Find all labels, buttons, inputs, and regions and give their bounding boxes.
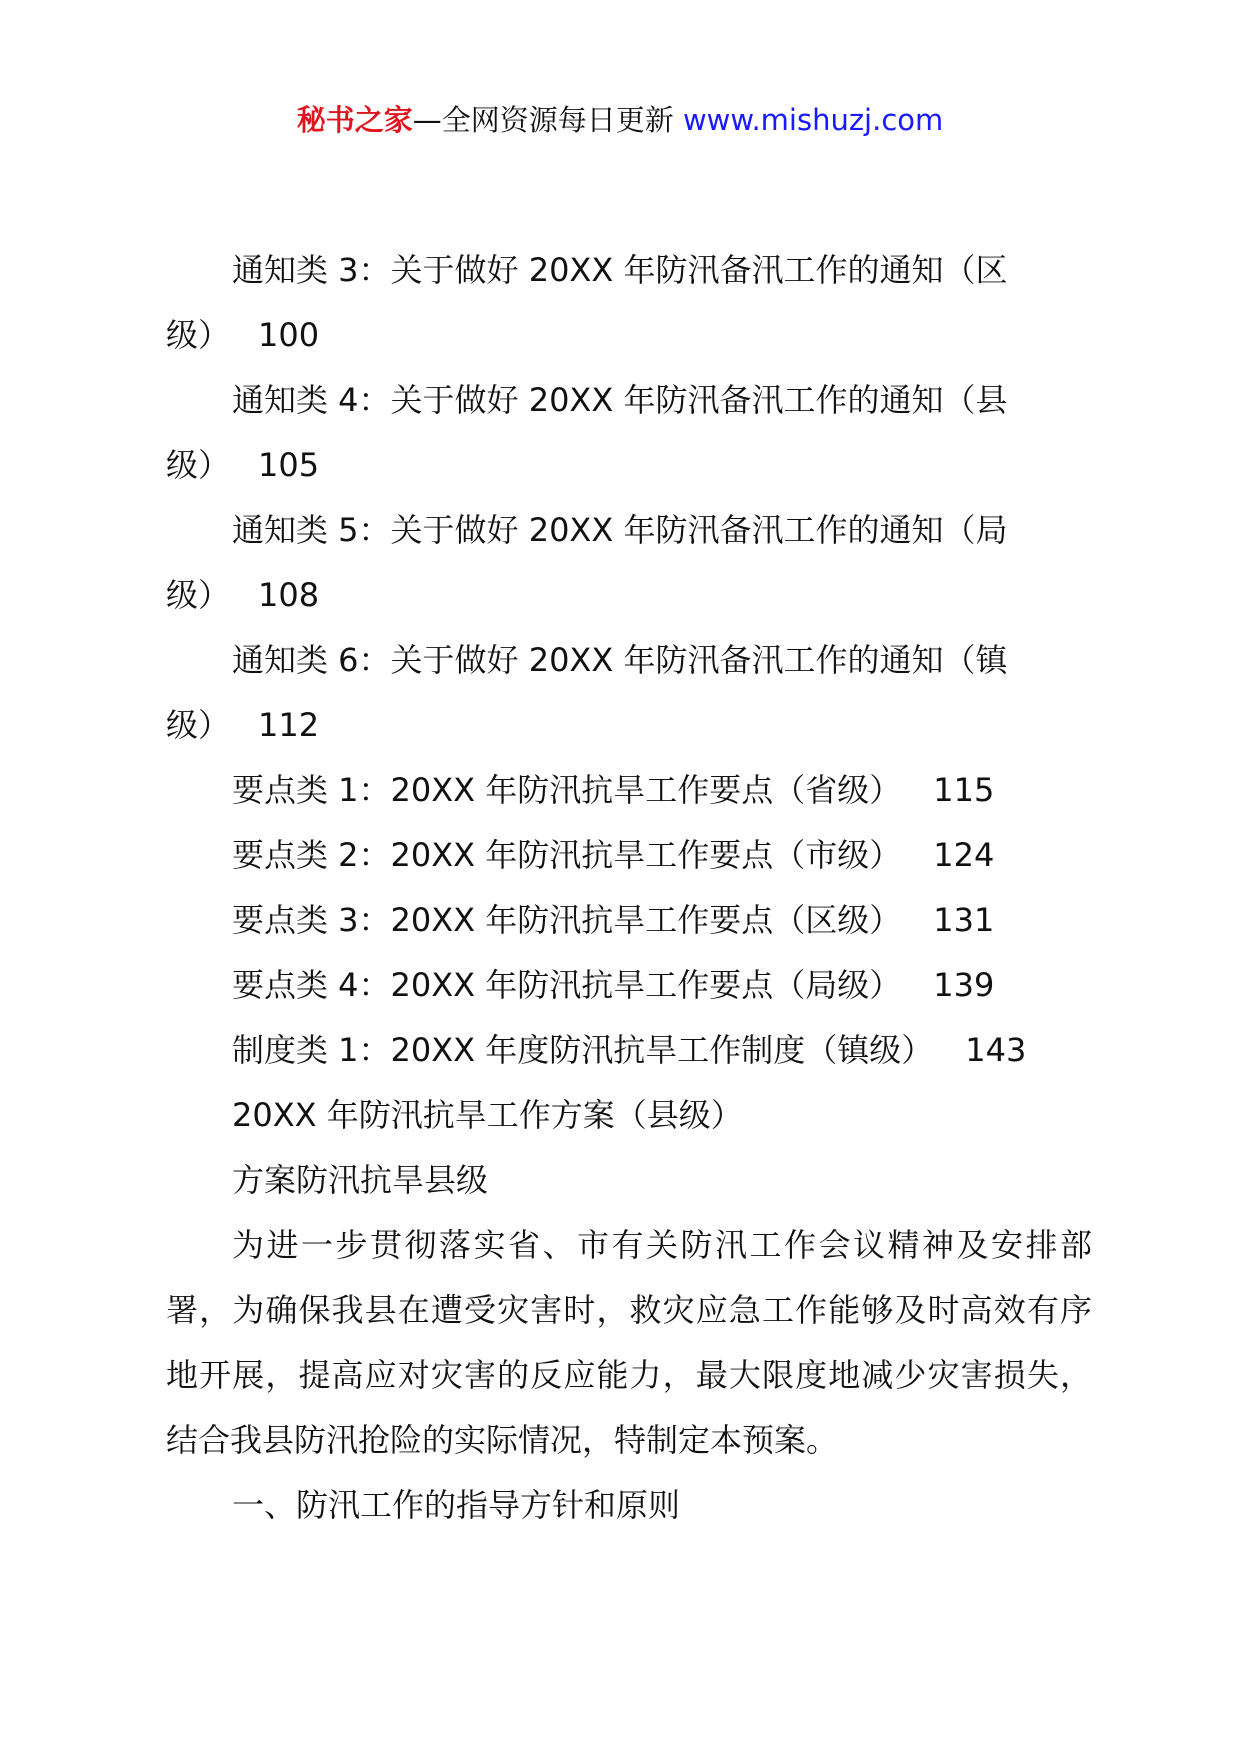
toc-page-number: 100 — [258, 316, 320, 354]
toc-entry-title: 要点类 1：20XX 年防汛抗旱工作要点（省级） — [232, 771, 902, 809]
header-tagline: —全网资源每日更新 — [412, 103, 674, 137]
toc-entry — [166, 1018, 1092, 1083]
toc-entry-title: 通知类 5：关于做好 20XX 年防汛备汛工作的通知（局 — [232, 511, 1008, 549]
toc-entry-title: 要点类 3：20XX 年防汛抗旱工作要点（区级） — [232, 901, 902, 939]
toc-entry-title: 通知类 3：关于做好 20XX 年防汛备汛工作的通知（区 — [232, 251, 1008, 289]
toc-entry — [166, 238, 1092, 368]
toc-page-number: 143 — [965, 1031, 1027, 1069]
toc-entry — [166, 758, 1092, 823]
site-url-link[interactable]: www.mishuzj.com — [682, 103, 944, 137]
brand-name: 秘书之家 — [296, 103, 413, 137]
toc-page-number: 124 — [933, 836, 995, 874]
toc-page-number: 115 — [933, 771, 995, 809]
toc-page-number: 105 — [258, 446, 320, 484]
toc-entry-title: 通知类 4：关于做好 20XX 年防汛备汛工作的通知（县 — [232, 381, 1008, 419]
document-title: 20XX 年防汛抗旱工作方案（县级） — [232, 1096, 743, 1134]
toc-entry — [166, 953, 1092, 1018]
toc-entry-title: 制度类 1：20XX 年度防汛抗旱工作制度（镇级） — [232, 1031, 934, 1069]
toc-entry — [166, 823, 1092, 888]
toc-entry-title-cont: 级） — [166, 446, 231, 484]
document-body — [166, 238, 1092, 1538]
toc-entry-title: 要点类 2：20XX 年防汛抗旱工作要点（市级） — [232, 836, 902, 874]
site-header — [0, 100, 1240, 140]
toc-entry-title: 通知类 6：关于做好 20XX 年防汛备汛工作的通知（镇 — [232, 641, 1008, 679]
toc-entry-title-cont: 级） — [166, 706, 231, 744]
toc-entry-title-cont: 级） — [166, 576, 231, 614]
document-keywords: 方案防汛抗旱县级 — [232, 1161, 489, 1199]
toc-entry — [166, 498, 1092, 628]
toc-entry — [166, 888, 1092, 953]
toc-page-number: 112 — [258, 706, 320, 744]
intro-paragraph: 为进一步贯彻落实省、市有关防汛工作会议精神及安排部署，为确保我县在遭受灾害时，救灾应急工作能够及时高效有序地开展，提高应对灾害的反应能力，最大限度地减少灾害损失，结合我县防汛抢险的实际情况，特制定本预案。 — [166, 1226, 1092, 1459]
toc-page-number: 139 — [933, 966, 995, 1004]
toc-entry-title-cont: 级） — [166, 316, 231, 354]
toc-entry — [166, 368, 1092, 498]
toc-entry-title: 要点类 4：20XX 年防汛抗旱工作要点（局级） — [232, 966, 902, 1004]
section-heading: 一、防汛工作的指导方针和原则 — [232, 1486, 681, 1524]
toc-entry — [166, 628, 1092, 758]
toc-page-number: 131 — [933, 901, 995, 939]
toc-page-number: 108 — [258, 576, 320, 614]
